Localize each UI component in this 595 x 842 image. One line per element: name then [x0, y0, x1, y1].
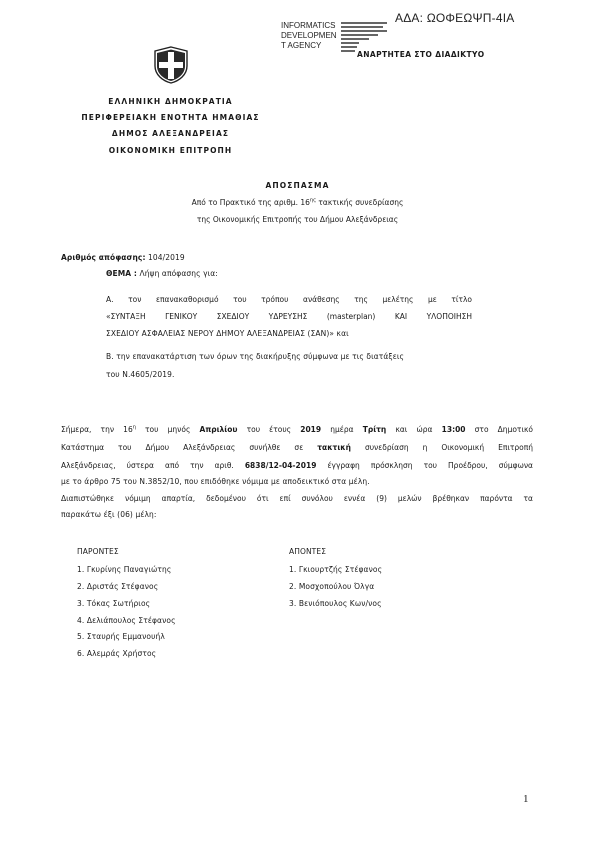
body-text: του έτους	[246, 425, 292, 434]
present-member: 5. Σταυρής Εμμανουήλ	[77, 632, 165, 641]
body-text: Σήμερα, την	[61, 425, 115, 434]
body-text: συνεδρίαση η Οικονομική Επιτροπή	[364, 443, 534, 452]
item-a-line-3: ΣΧΕΔΙΟΥ ΑΣΦΑΛΕΙΑΣ ΝΕΡΟΥ ΔΗΜΟΥ ΑΛΕΞΑΝΔΡΕΙΑΣ (ΣΑΝ)» και	[106, 329, 349, 338]
header-municipality: ΔΗΜΟΣ ΑΛΕΞΑΝΔΡΕΙΑΣ	[111, 129, 230, 138]
committee-reference: της Οικονομικής Επιτροπής του Δήμου Αλεξάνδρειας	[196, 215, 399, 224]
decision-number	[61, 253, 185, 262]
present-member: 4. Δελιάπουλος Στέφανος	[77, 616, 176, 625]
header-republic: ΕΛΛΗΝΙΚΗ ΔΗΜΟΚΡΑΤΙΑ	[108, 97, 233, 106]
session-type: τακτική	[317, 443, 351, 452]
body-text: έγγραφη πρόσκληση του Προέδρου, σύμφωνα	[327, 461, 533, 470]
item-a-line-1: Α. τον επανακαθορισμό του τρόπου ανάθεσης της μελέτης με τίτλο	[106, 295, 472, 304]
decision-number-value: 104/2019	[145, 253, 185, 262]
posted-online-label: ΑΝΑΡΤΗΤΕΑ ΣΤΟ ΔΙΑΔΙΚΤΥΟ	[357, 50, 485, 59]
agency-line-2: DEVELOPMEN	[281, 31, 337, 40]
present-member: 1. Γκυρίνης Παναγιώτης	[77, 565, 172, 574]
agency-line-3: T AGENCY	[281, 41, 322, 50]
absent-member: 2. Μοσχοπούλου Όλγα	[289, 582, 375, 591]
quorum-line-2: παρακάτω έξι (06) μέλη:	[61, 510, 157, 519]
meeting-month: Απριλίου	[199, 425, 238, 434]
absent-heading: ΑΠΟΝΤΕΣ	[289, 547, 327, 556]
meeting-time: 13:00	[441, 425, 466, 434]
minutes-reference-sup: ης	[309, 197, 317, 204]
quorum-line-1: Διαπιστώθηκε νόμιμη απαρτία, δεδομένου ότι επί συνόλου εννέα (9) μελών βρέθηκαν παρόντα τα	[61, 494, 533, 503]
item-b-line-1: Β. την επανακατάρτιση των όρων της διακήρυξης σύμφωνα με τις διατάξεις	[106, 352, 404, 361]
body-line-1	[61, 425, 533, 434]
absent-member: 1. Γκιουρτζής Στέφανος	[289, 565, 383, 574]
body-text: και ώρα	[395, 425, 433, 434]
minutes-reference	[0, 198, 595, 207]
body-text: στο Δημοτικό	[474, 425, 533, 434]
header-regional-unit: ΠΕΡΙΦΕΡΕΙΑΚΗ ΕΝΟΤΗΤΑ ΗΜΑΘΙΑΣ	[81, 113, 260, 122]
minutes-reference-pre: Από το Πρακτικό της αριθμ. 16	[191, 198, 310, 207]
absent-member: 3. Βενιόπουλος Κων/νος	[289, 599, 382, 608]
invitation-reference: 6838/12-04-2019	[244, 461, 317, 470]
body-line-4: με το άρθρο 75 του Ν.3852/10, που επιδόθηκε νόμιμα με αποδεικτικό στα μέλη.	[61, 477, 370, 486]
meeting-year: 2019	[300, 425, 322, 434]
greek-emblem-icon	[152, 46, 190, 84]
item-b-line-2: του Ν.4605/2019.	[106, 370, 175, 379]
page-number: 1	[523, 793, 529, 805]
body-text: του μηνός	[145, 425, 191, 434]
present-member: 2. Δριστάς Στέφανος	[77, 582, 159, 591]
body-text: Κατάστημα του Δήμου Αλεξάνδρειας συνήλθε σε	[61, 443, 304, 452]
meeting-weekday: Τρίτη	[362, 425, 387, 434]
ada-code: ΑΔΑ: ΩΟΦΕΩΨΠ-4ΙΑ	[395, 11, 515, 25]
present-member: 6. Αλεμράς Χρήστος	[77, 649, 157, 658]
meeting-day: 16	[123, 425, 133, 434]
subject-line	[106, 269, 218, 278]
present-heading: ΠΑΡΟΝΤΕΣ	[77, 547, 119, 556]
body-text: ημέρα	[330, 425, 354, 434]
present-member: 3. Τόκας Σωτήριος	[77, 599, 151, 608]
document-heading: ΑΠΟΣΠΑΣΜΑ	[265, 181, 330, 190]
informatics-agency-stamp	[281, 21, 337, 51]
body-line-3	[61, 461, 533, 470]
subject-label: ΘΕΜΑ :	[106, 269, 137, 278]
subject-text: Λήψη απόφασης για:	[136, 269, 218, 278]
meeting-day-sup: η	[132, 424, 136, 431]
agency-line-1: INFORMATICS	[281, 21, 336, 30]
item-a-line-2: «ΣΥΝΤΑΞΗ ΓΕΝΙΚΟΥ ΣΧΕΔΙΟΥ ΥΔΡΕΥΣΗΣ (masterplan) ΚΑΙ ΥΛΟΠΟΙΗΣΗ	[106, 312, 472, 321]
minutes-reference-post: τακτικής συνεδρίασης	[316, 198, 404, 207]
body-line-2	[61, 443, 533, 452]
body-text: Αλεξάνδρειας, ύστερα από την αριθ.	[61, 461, 234, 470]
decision-number-label: Αριθμός απόφασης:	[61, 253, 146, 262]
header-committee: ΟΙΚΟΝΟΜΙΚΗ ΕΠΙΤΡΟΠΗ	[108, 146, 233, 155]
